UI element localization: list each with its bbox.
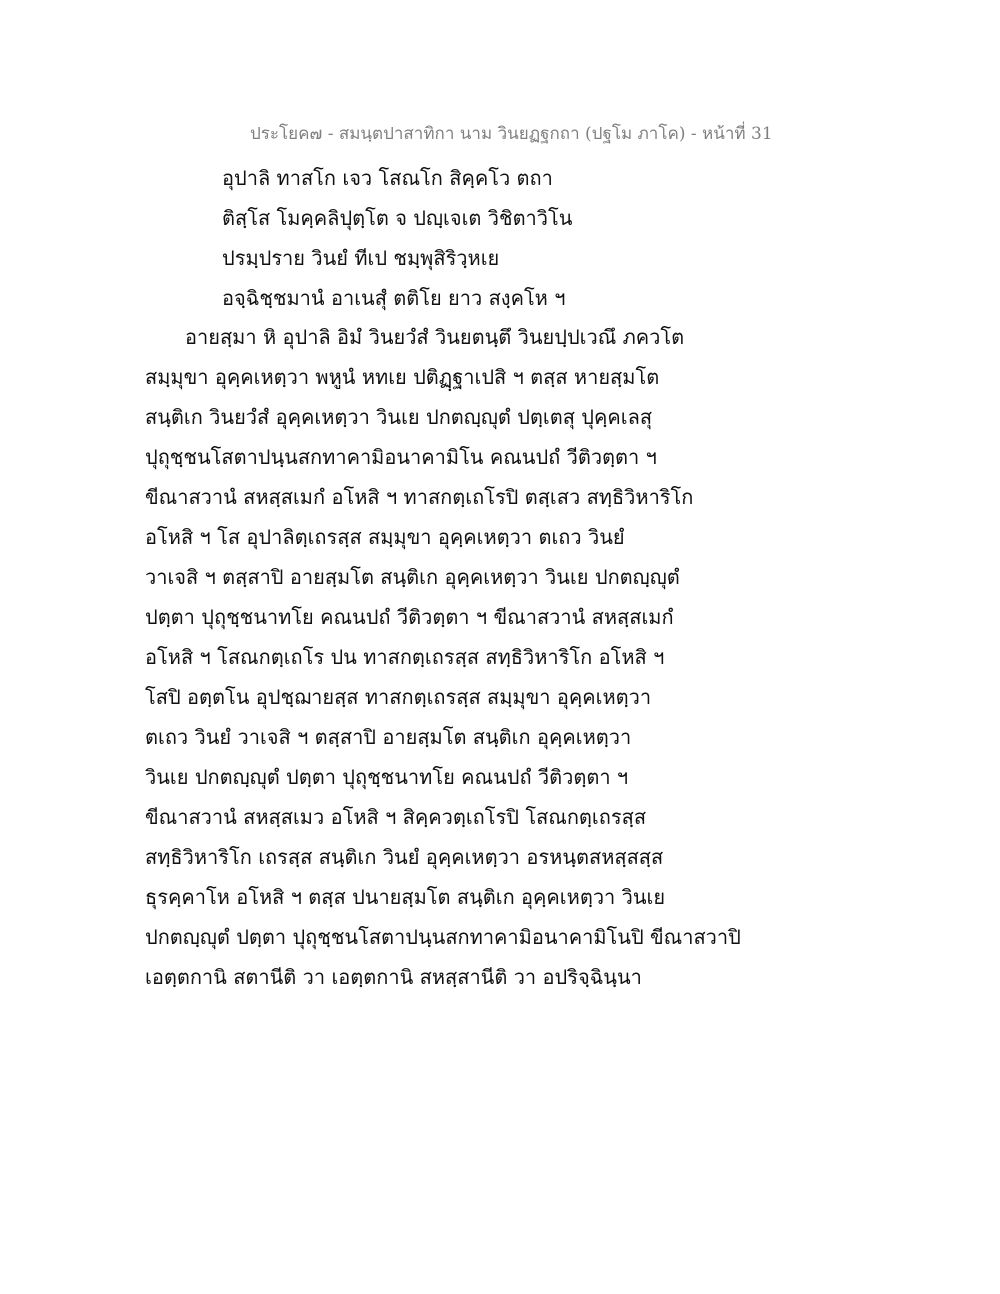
body-line: วาเจสิ ฯ ตสฺสาปิ อายสฺมโต สนฺติเก อุคฺคเหตฺวา วินเย ปกตญฺญุตํ <box>145 565 680 589</box>
body-line: วินเย ปกตญฺญุตํ ปตฺตา ปุถุชฺชนาทโย คณนปถํ วีติวตฺตา ฯ <box>145 765 629 789</box>
verse-line: อุปาลิ ทาสโก เจว โสณโก สิคฺคโว ตถา <box>222 166 553 190</box>
body-line: ขีณาสวานํ สหสฺสเมกํ อโหสิ ฯ ทาสกตฺเถโรปิ ตสฺเสว สทฺธิวิหาริโก <box>145 485 694 509</box>
verse-line: ปรมฺปราย วินยํ ทีเป ชมฺพุสิริวฺหเย <box>222 246 500 270</box>
verse-line: ติสฺโส โมคฺคลิปุตฺโต จ ปญฺเจเต วิชิตาวิโน <box>222 206 573 230</box>
body-line: อายสฺมา หิ อุปาลิ อิมํ วินยวํสํ วินยตนฺตึ วินยปฺปเวณึ ภควโต <box>185 325 685 349</box>
body-line: ธุรคฺคาโห อโหสิ ฯ ตสฺส ปนายสฺมโต สนฺติเก อุคฺคเหตฺวา วินเย <box>145 885 666 909</box>
body-line: สนฺติเก วินยวํสํ อุคฺคเหตฺวา วินเย ปกตญฺญุตํ ปตฺเตสุ ปุคฺคเลสุ <box>145 405 653 429</box>
body-line: ขีณาสวานํ สหสฺสเมว อโหสิ ฯ สิคฺควตฺเถโรปิ โสณกตฺเถรสฺส <box>145 805 647 829</box>
body-line: ปตฺตา ปุถุชฺชนาทโย คณนปถํ วีติวตฺตา ฯ ขีณาสวานํ สหสฺสเมกํ <box>145 605 674 629</box>
body-line: อโหสิ ฯ โสณกตฺเถโร ปน ทาสกตฺเถรสฺส สทฺธิวิหาริโก อโหสิ ฯ <box>145 645 665 669</box>
verse-block <box>222 158 572 318</box>
body-paragraph <box>145 317 785 997</box>
body-line: สมฺมุขา อุคฺคเหตฺวา พหูนํ หทเย ปติฏฺฐาเปสิ ฯ ตสฺส หายสฺมโต <box>145 365 660 389</box>
body-line: เอตฺตกานิ สตานีติ วา เอตฺตกานิ สหสฺสานีติ วา อปริจฺฉินฺนา <box>145 965 642 989</box>
body-line: โสปิ อตฺตโน อุปชฺฌายสฺส ทาสกตฺเถรสฺส สมฺมุขา อุคฺคเหตฺวา <box>145 685 652 709</box>
page-header: ประโยค๗ - สมนฺตปาสาทิกา นาม วินยฏฐกถา (ปฐโม ภาโค) - หน้าที่ 31 <box>250 124 773 144</box>
body-line: ปุถุชฺชนโสตาปนฺนสกทาคามิอนาคามิโน คณนปถํ วีติวตฺตา ฯ <box>145 445 657 469</box>
body-line: ปกตญฺญุตํ ปตฺตา ปุถุชฺชนโสตาปนฺนสกทาคามิอนาคามิโนปิ ขีณาสวาปิ <box>145 925 741 949</box>
verse-line: อจฺฉิชฺชมานํ อาเนสุํ ตติโย ยาว สงฺคโห ฯ <box>222 286 566 310</box>
body-line: อโหสิ ฯ โส อุปาลิตฺเถรสฺส สมฺมุขา อุคฺคเหตฺวา ตเถว วินยํ <box>145 525 625 549</box>
body-line: สทฺธิวิหาริโก เถรสฺส สนฺติเก วินยํ อุคฺคเหตฺวา อรหนฺตสหสฺสสฺส <box>145 845 664 869</box>
body-line: ตเถว วินยํ วาเจสิ ฯ ตสฺสาปิ อายสฺมโต สนฺติเก อุคฺคเหตฺวา <box>145 725 632 749</box>
